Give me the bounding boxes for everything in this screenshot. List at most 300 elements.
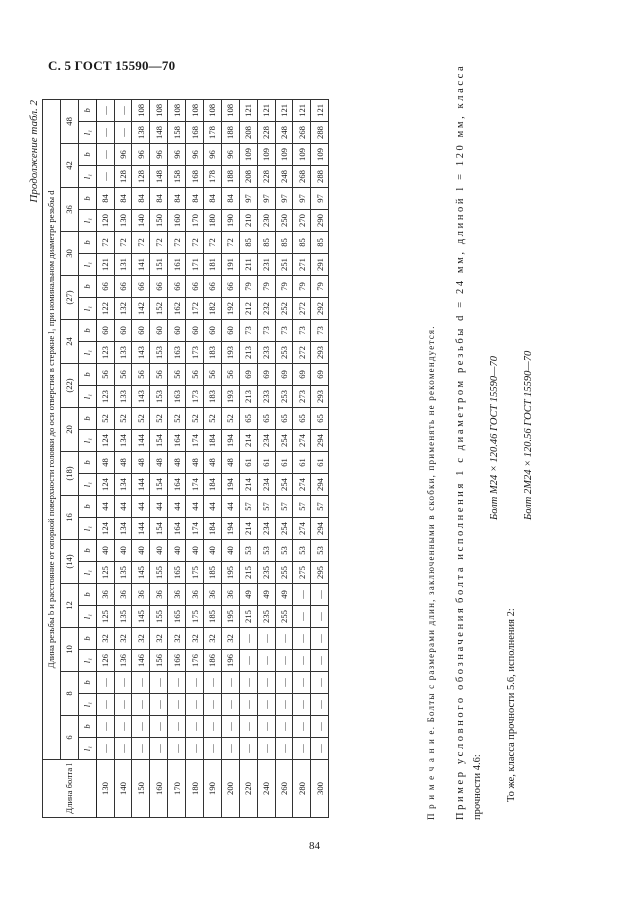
- table-cell: 53: [257, 540, 275, 562]
- table-cell: 66: [168, 276, 186, 298]
- table-cell: 108: [221, 99, 239, 121]
- table-cell: 44: [150, 496, 168, 518]
- table-cell: 181: [204, 254, 222, 276]
- table-cell: 36: [221, 584, 239, 606]
- table-cell: 294: [311, 518, 329, 540]
- table-cell: 182: [204, 298, 222, 320]
- diameter-header: (22): [60, 364, 78, 408]
- table-cell: 53: [239, 540, 257, 562]
- table-cell: 228: [257, 122, 275, 144]
- table-cell: 233: [257, 386, 275, 408]
- table-cell: 40: [168, 540, 186, 562]
- table-cell: 288: [311, 122, 329, 144]
- table-cell: 143: [132, 386, 150, 408]
- table-cell: 152: [150, 298, 168, 320]
- table-cell: 65: [311, 408, 329, 430]
- table-cell: 109: [275, 144, 293, 166]
- bolt-length-cell: 200: [221, 760, 239, 818]
- table-cell: 230: [257, 210, 275, 232]
- table-cell: 292: [311, 298, 329, 320]
- table-cell: 194: [221, 430, 239, 452]
- table-cell: 251: [275, 254, 293, 276]
- table-cell: —: [257, 694, 275, 716]
- table-cell: 135: [114, 606, 132, 628]
- table-cell: —: [186, 672, 204, 694]
- main-column-header: Длина резьбы b и расстояние от опорной поверхности головки до оси отверстия в стержне l₁ при номинальном диаметре резьбы d: [43, 99, 61, 759]
- table-cell: 69: [293, 364, 311, 386]
- table-cell: —: [132, 694, 150, 716]
- table-cell: 254: [275, 474, 293, 496]
- table-cell: 72: [204, 232, 222, 254]
- table-cell: 85: [293, 232, 311, 254]
- table-cell: 214: [239, 430, 257, 452]
- table-cell: 270: [293, 210, 311, 232]
- table-cell: 52: [96, 408, 114, 430]
- table-cell: 212: [239, 298, 257, 320]
- bolt-length-cell: 130: [96, 760, 114, 818]
- table-cell: 61: [311, 452, 329, 474]
- table-cell: 109: [257, 144, 275, 166]
- table-cell: —: [275, 672, 293, 694]
- bolt-length-cell: 150: [132, 760, 150, 818]
- table-cell: 36: [114, 584, 132, 606]
- table-cell: 274: [293, 430, 311, 452]
- table-cell: 268: [293, 166, 311, 188]
- table-cell: —: [221, 672, 239, 694]
- table-cell: —: [311, 738, 329, 760]
- subheader-b: b: [78, 628, 96, 650]
- table-cell: 133: [114, 342, 132, 364]
- table-cell: 235: [257, 562, 275, 584]
- table-cell: 125: [96, 562, 114, 584]
- table-cell: 185: [204, 562, 222, 584]
- diameter-header: 6: [60, 716, 78, 760]
- table-cell: 56: [96, 364, 114, 386]
- subheader-b: b: [78, 716, 96, 738]
- table-cell: 56: [186, 364, 204, 386]
- table-cell: 36: [204, 584, 222, 606]
- table-cell: 72: [221, 232, 239, 254]
- table-cell: —: [168, 716, 186, 738]
- table-cell: 154: [150, 430, 168, 452]
- table-cell: 66: [114, 276, 132, 298]
- table-cell: 97: [257, 188, 275, 210]
- subheader-l1: l₁: [78, 166, 96, 188]
- table-cell: —: [311, 584, 329, 606]
- same-text: То же, класса прочности 5.6, исполнения 2:: [506, 608, 517, 802]
- table-cell: 73: [311, 320, 329, 342]
- table-cell: 235: [257, 606, 275, 628]
- table-cell: —: [168, 672, 186, 694]
- table-cell: 138: [132, 122, 150, 144]
- table-cell: 56: [204, 364, 222, 386]
- table-cell: —: [311, 628, 329, 650]
- table-cell: 141: [132, 254, 150, 276]
- table-cell: 79: [311, 276, 329, 298]
- table-cell: —: [114, 672, 132, 694]
- table-row: [275, 99, 293, 817]
- table-cell: 248: [275, 122, 293, 144]
- table-cell: 84: [186, 188, 204, 210]
- example-text: болта исполнения 1 с диаметром резьбы d = 24 мм, длиной l = 120 мм, класса: [455, 63, 466, 603]
- table-cell: 36: [150, 584, 168, 606]
- table-cell: 36: [186, 584, 204, 606]
- table-cell: 57: [293, 496, 311, 518]
- diameter-header-row: [60, 99, 78, 817]
- table-cell: 40: [96, 540, 114, 562]
- table-cell: 97: [275, 188, 293, 210]
- table-cell: 291: [311, 254, 329, 276]
- table-cell: 144: [132, 430, 150, 452]
- table-cell: 123: [96, 342, 114, 364]
- table-row: [257, 99, 275, 817]
- table-cell: 44: [114, 496, 132, 518]
- table-cell: 96: [221, 144, 239, 166]
- table-cell: 96: [168, 144, 186, 166]
- diameter-header: 16: [60, 496, 78, 540]
- table-cell: 120: [96, 210, 114, 232]
- table-cell: 293: [311, 386, 329, 408]
- table-cell: 142: [132, 298, 150, 320]
- diameter-header: 42: [60, 144, 78, 188]
- table-row: [132, 99, 150, 817]
- table-cell: 234: [257, 474, 275, 496]
- table-cell: 123: [96, 386, 114, 408]
- table-cell: —: [257, 672, 275, 694]
- table-cell: 84: [221, 188, 239, 210]
- table-cell: 184: [204, 518, 222, 540]
- table-cell: —: [96, 672, 114, 694]
- table-cell: —: [275, 738, 293, 760]
- table-cell: 132: [114, 298, 132, 320]
- table-cell: 183: [204, 386, 222, 408]
- table-cell: 215: [239, 562, 257, 584]
- table-cell: 72: [186, 232, 204, 254]
- table-cell: —: [293, 716, 311, 738]
- table-cell: 121: [239, 99, 257, 121]
- subcolumn-header-row: [78, 99, 96, 817]
- table-cell: 32: [221, 628, 239, 650]
- table-cell: —: [311, 650, 329, 672]
- table-cell: 164: [168, 518, 186, 540]
- table-cell: 108: [204, 99, 222, 121]
- table-cell: —: [239, 716, 257, 738]
- table-cell: —: [150, 716, 168, 738]
- table-cell: —: [204, 672, 222, 694]
- table-cell: 96: [204, 144, 222, 166]
- table-cell: —: [114, 122, 132, 144]
- table-cell: —: [239, 694, 257, 716]
- table-row: [239, 99, 257, 817]
- table-cell: 32: [132, 628, 150, 650]
- table-cell: 158: [168, 166, 186, 188]
- table-cell: 84: [204, 188, 222, 210]
- table-cell: 53: [311, 540, 329, 562]
- subheader-b: b: [78, 540, 96, 562]
- bolt-length-cell: 160: [150, 760, 168, 818]
- table-cell: —: [311, 606, 329, 628]
- table-cell: —: [114, 738, 132, 760]
- table-cell: 196: [221, 650, 239, 672]
- table-row: [150, 99, 168, 817]
- diameter-header: 30: [60, 232, 78, 276]
- bolt-length-cell: 300: [311, 760, 329, 818]
- subheader-b: b: [78, 364, 96, 386]
- example-lead: Пример условного обозначения: [455, 605, 466, 820]
- diameter-header: 36: [60, 188, 78, 232]
- table-cell: 146: [132, 650, 150, 672]
- table-cell: 84: [132, 188, 150, 210]
- table-cell: 36: [168, 584, 186, 606]
- table-cell: 232: [257, 298, 275, 320]
- table-cell: 164: [168, 430, 186, 452]
- table-cell: 44: [132, 496, 150, 518]
- table-cell: 268: [293, 122, 311, 144]
- table-cell: 40: [132, 540, 150, 562]
- table-cell: 136: [114, 650, 132, 672]
- table-cell: 60: [221, 320, 239, 342]
- table-cell: 69: [275, 364, 293, 386]
- table-cell: 154: [150, 518, 168, 540]
- table-cell: 36: [132, 584, 150, 606]
- table-cell: 208: [239, 166, 257, 188]
- table-cell: 124: [96, 474, 114, 496]
- table-cell: 178: [204, 122, 222, 144]
- table-cell: —: [186, 738, 204, 760]
- subheader-b: b: [78, 232, 96, 254]
- diameter-header: 12: [60, 584, 78, 628]
- table-row: [96, 99, 114, 817]
- table-cell: —: [96, 144, 114, 166]
- diameter-header: 48: [60, 99, 78, 143]
- table-cell: —: [168, 738, 186, 760]
- example-designation-1: Болт М24 × 120.46 ГОСТ 15590—70: [489, 355, 500, 520]
- bolt-length-cell: 240: [257, 760, 275, 818]
- table-cell: —: [132, 672, 150, 694]
- table-cell: 184: [204, 474, 222, 496]
- table-cell: 250: [275, 210, 293, 232]
- table-cell: 166: [168, 650, 186, 672]
- table-cell: 174: [186, 518, 204, 540]
- table-cell: 96: [186, 144, 204, 166]
- table-cell: —: [239, 672, 257, 694]
- table-cell: 57: [239, 496, 257, 518]
- table-cell: 148: [150, 122, 168, 144]
- table-cell: 130: [114, 210, 132, 232]
- table-cell: 53: [293, 540, 311, 562]
- table-cell: 180: [204, 210, 222, 232]
- table-cell: 124: [96, 430, 114, 452]
- table-cell: —: [293, 606, 311, 628]
- table-cell: 131: [114, 254, 132, 276]
- example-continuation: прочности 4.6:: [472, 754, 483, 820]
- table-continuation-label: Продолжение табл. 2: [28, 100, 40, 203]
- table-cell: 163: [168, 386, 186, 408]
- table-cell: 96: [132, 144, 150, 166]
- table-cell: 56: [168, 364, 186, 386]
- bolt-length-cell: 260: [275, 760, 293, 818]
- table-cell: —: [132, 716, 150, 738]
- subheader-b: b: [78, 188, 96, 210]
- table-row: [114, 99, 132, 817]
- table-cell: 84: [150, 188, 168, 210]
- subheader-l1: l₁: [78, 562, 96, 584]
- table-cell: 135: [114, 562, 132, 584]
- table-note: П р и м е ч а н и е. Болты с размерами длин, заключенными в скобки, применять не рекомендуется.: [426, 325, 436, 820]
- table-cell: 156: [150, 650, 168, 672]
- table-cell: —: [114, 716, 132, 738]
- table-cell: 155: [150, 562, 168, 584]
- table-cell: 254: [275, 518, 293, 540]
- table-cell: 125: [96, 606, 114, 628]
- table-cell: —: [293, 584, 311, 606]
- table-cell: 73: [239, 320, 257, 342]
- table-cell: 96: [114, 144, 132, 166]
- table-cell: 85: [239, 232, 257, 254]
- table-cell: —: [293, 650, 311, 672]
- table-cell: 56: [114, 364, 132, 386]
- table-cell: 79: [239, 276, 257, 298]
- table-cell: 65: [257, 408, 275, 430]
- table-cell: 176: [186, 650, 204, 672]
- table-cell: 175: [186, 606, 204, 628]
- bolt-length-cell: 280: [293, 760, 311, 818]
- table-cell: 150: [150, 210, 168, 232]
- table-cell: 294: [311, 430, 329, 452]
- table-cell: —: [221, 738, 239, 760]
- table-cell: 60: [132, 320, 150, 342]
- table-cell: 85: [311, 232, 329, 254]
- table-cell: —: [239, 738, 257, 760]
- table-cell: 32: [204, 628, 222, 650]
- table-cell: 36: [96, 584, 114, 606]
- table-cell: 185: [204, 606, 222, 628]
- table-cell: 173: [186, 342, 204, 364]
- table-cell: 272: [293, 298, 311, 320]
- bolt-length-cell: 180: [186, 760, 204, 818]
- diameter-header: (27): [60, 276, 78, 320]
- table-cell: 65: [293, 408, 311, 430]
- table-cell: 293: [311, 342, 329, 364]
- table-cell: 248: [275, 166, 293, 188]
- table-cell: 44: [204, 496, 222, 518]
- table-cell: 79: [257, 276, 275, 298]
- table-cell: 288: [311, 166, 329, 188]
- table-cell: 73: [275, 320, 293, 342]
- table-row: [293, 99, 311, 817]
- table-cell: 108: [150, 99, 168, 121]
- table-cell: 175: [186, 562, 204, 584]
- table-cell: 32: [168, 628, 186, 650]
- table-cell: 60: [186, 320, 204, 342]
- table-cell: 121: [311, 99, 329, 121]
- table-cell: 162: [168, 298, 186, 320]
- table-cell: —: [204, 716, 222, 738]
- table-cell: 214: [239, 518, 257, 540]
- table-cell: 255: [275, 606, 293, 628]
- table-row: [311, 99, 329, 817]
- table-cell: 290: [311, 210, 329, 232]
- table-cell: 72: [150, 232, 168, 254]
- table-cell: —: [168, 694, 186, 716]
- table-cell: 253: [275, 386, 293, 408]
- table-cell: —: [132, 738, 150, 760]
- table-cell: 65: [275, 408, 293, 430]
- table-cell: 56: [132, 364, 150, 386]
- table-cell: 272: [293, 342, 311, 364]
- table-cell: 57: [275, 496, 293, 518]
- table-cell: 84: [168, 188, 186, 210]
- table-cell: 108: [168, 99, 186, 121]
- table-cell: 66: [221, 276, 239, 298]
- table-cell: —: [257, 738, 275, 760]
- table-cell: 134: [114, 430, 132, 452]
- table-cell: 53: [275, 540, 293, 562]
- table-cell: —: [150, 694, 168, 716]
- table-cell: 48: [150, 452, 168, 474]
- page-number: 84: [309, 840, 320, 852]
- table-cell: 253: [275, 342, 293, 364]
- table-cell: —: [150, 738, 168, 760]
- subheader-l1: l₁: [78, 122, 96, 144]
- table-cell: —: [186, 716, 204, 738]
- table-cell: 108: [186, 99, 204, 121]
- table-cell: —: [239, 628, 257, 650]
- table-cell: 49: [257, 584, 275, 606]
- table-cell: 79: [275, 276, 293, 298]
- table-cell: 121: [293, 99, 311, 121]
- table-cell: —: [293, 694, 311, 716]
- diameter-header: (18): [60, 452, 78, 496]
- subheader-l1: l₁: [78, 210, 96, 232]
- table-cell: 109: [293, 144, 311, 166]
- table-cell: —: [221, 716, 239, 738]
- table-cell: 254: [275, 430, 293, 452]
- table-cell: 52: [150, 408, 168, 430]
- table-cell: 97: [293, 188, 311, 210]
- table-cell: 72: [168, 232, 186, 254]
- table-cell: 60: [96, 320, 114, 342]
- diameter-header: 24: [60, 320, 78, 364]
- table-cell: 211: [239, 254, 257, 276]
- table-cell: 48: [186, 452, 204, 474]
- table-cell: 186: [204, 650, 222, 672]
- table-cell: —: [96, 166, 114, 188]
- subheader-b: b: [78, 99, 96, 121]
- table-cell: 121: [275, 99, 293, 121]
- table-cell: 275: [293, 562, 311, 584]
- table-cell: 56: [221, 364, 239, 386]
- table-cell: 191: [221, 254, 239, 276]
- example-line: [452, 63, 469, 820]
- bolt-length-cell: 140: [114, 760, 132, 818]
- table-cell: 140: [132, 210, 150, 232]
- table-cell: 145: [132, 606, 150, 628]
- table-row: [168, 99, 186, 817]
- table-cell: 295: [311, 562, 329, 584]
- table-cell: 84: [114, 188, 132, 210]
- table-cell: 214: [239, 474, 257, 496]
- table-cell: 144: [132, 518, 150, 540]
- subheader-b: b: [78, 452, 96, 474]
- table-cell: —: [257, 628, 275, 650]
- table-cell: 161: [168, 254, 186, 276]
- table-cell: 56: [150, 364, 168, 386]
- table-cell: 273: [293, 386, 311, 408]
- table-cell: 73: [257, 320, 275, 342]
- table-cell: 194: [221, 518, 239, 540]
- table-cell: —: [114, 694, 132, 716]
